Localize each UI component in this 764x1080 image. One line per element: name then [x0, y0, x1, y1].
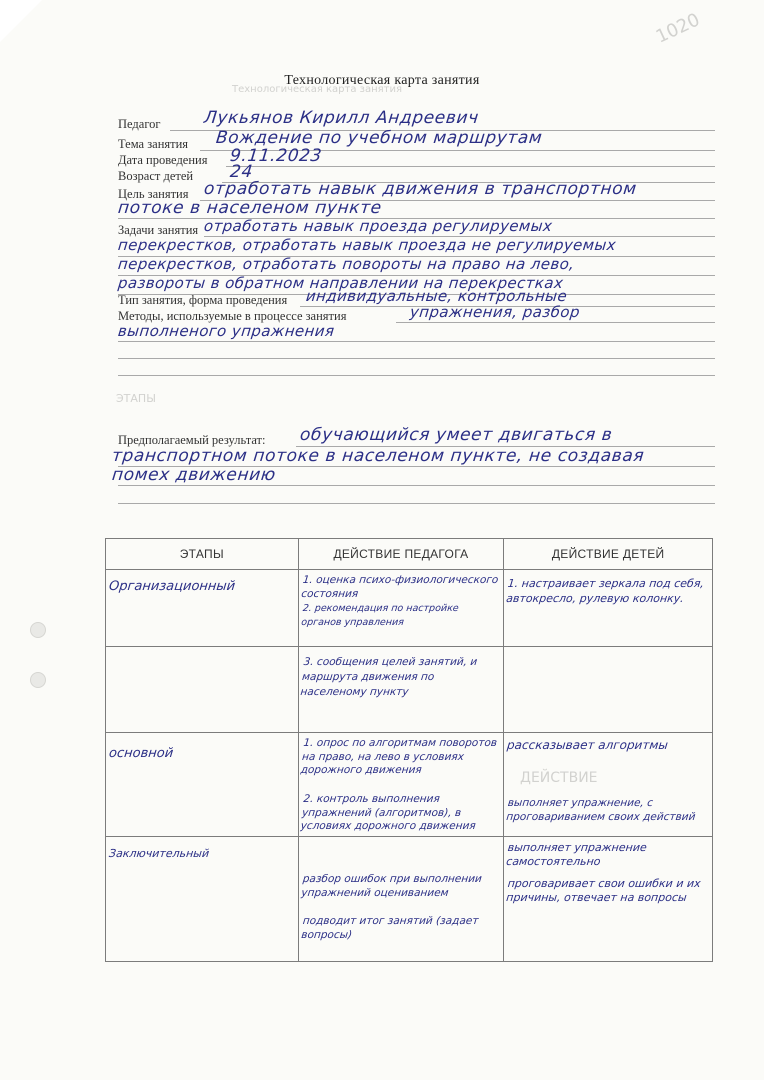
- topic-value: Вождение по учебном маршрутам: [215, 128, 544, 148]
- children-action: выполняет упражнение, с проговариванием своих действий: [506, 797, 697, 823]
- type-label: Тип занятия, форма проведения: [118, 293, 288, 307]
- teacher-action: 1. опрос по алгоритмам поворотов на право, на лево в условиях дорожного движения: [299, 737, 498, 776]
- goal-line: потоке в населеном пункте: [117, 198, 383, 218]
- goal-line: отработать навык движения в транспортном: [203, 179, 638, 199]
- teacher-action: 2. контроль выполнения упражнений (алгоритмов), в условиях дорожного движения: [299, 793, 476, 832]
- methods-line: упражнения, разбор: [409, 303, 581, 321]
- result-label: Предполагаемый результат:: [118, 433, 266, 447]
- teacher-action: разбор ошибок при выполнении упражнений оцениванием: [300, 873, 483, 899]
- result-line: транспортном потоке в населеном пункте, не создавая: [111, 446, 646, 466]
- teacher-action: 3. сообщения целей занятий, и маршрута движения по населеному пункту: [299, 656, 478, 698]
- type-value: индивидуальные, контрольные: [305, 287, 569, 305]
- methods-underline: [396, 322, 715, 323]
- age-label: Возраст детей: [118, 169, 194, 183]
- tasks-line: перекрестков, отработать навык проезда не регулируемых: [117, 236, 617, 254]
- children-action: проговаривает свои ошибки и их причины, отвечает на вопросы: [505, 877, 702, 904]
- methods-underline: [118, 341, 715, 342]
- stage-name: Заключительный: [108, 847, 210, 860]
- teacher-name: Лукьянов Кирилл Андреевич: [203, 108, 480, 128]
- teacher-action: 1. оценка психо-физиологического состояния: [300, 574, 499, 600]
- page-title: Технологическая карта занятия: [284, 73, 480, 88]
- result-line: обучающийся умеет двигаться в: [299, 425, 614, 445]
- methods-line: выполненого упражнения: [117, 322, 336, 340]
- date-value: 9.11.2023: [229, 146, 324, 166]
- result-underline: [118, 485, 715, 486]
- bleed-through-text: ДЕЙСТВИЕ: [520, 770, 598, 786]
- header-children-action: ДЕЙСТВИЕ ДЕТЕЙ: [504, 539, 713, 570]
- stages-table: [105, 538, 713, 962]
- tasks-line: развороты в обратном направлении на перекрестках: [117, 274, 565, 292]
- header-teacher-action: ДЕЙСТВИЕ ПЕДАГОГА: [298, 539, 504, 570]
- table-header-row: [106, 539, 713, 570]
- bleed-through-text: Технологическая карта занятия: [232, 84, 403, 95]
- table-row: [106, 570, 713, 647]
- table-row: [106, 837, 713, 962]
- date-label: Дата проведения: [118, 153, 208, 167]
- teacher-action: подводит итог занятий (задает вопросы): [300, 915, 479, 941]
- tasks-label: Задачи занятия: [118, 223, 199, 237]
- methods-underline: [118, 375, 715, 376]
- methods-label: Методы, используемые в процессе занятия: [118, 309, 347, 323]
- header-stages: ЭТАПЫ: [106, 539, 299, 570]
- topic-label: Тема занятия: [118, 137, 189, 151]
- children-action: выполняет упражнение самостоятельно: [505, 841, 648, 868]
- folded-corner: [0, 0, 42, 42]
- children-action: 1. настраивает зеркала под себя, автокресло, рулевую колонку.: [505, 577, 705, 605]
- methods-underline: [118, 358, 715, 359]
- tasks-line: перекрестков, отработать повороты на право на лево,: [117, 255, 576, 273]
- bleed-through-mark: 1020: [652, 9, 704, 48]
- table-row: [106, 733, 713, 837]
- table-row: [106, 647, 713, 733]
- punch-hole: [30, 672, 46, 688]
- result-underline: [118, 503, 715, 504]
- goal-label: Цель занятия: [118, 187, 189, 201]
- bleed-through-text: ЭТАПЫ: [116, 392, 156, 405]
- teacher-label: Педагог: [118, 117, 161, 131]
- tasks-line: отработать навык проезда регулируемых: [203, 217, 554, 235]
- teacher-action: 2. рекомендация по настройке органов управления: [300, 603, 459, 628]
- result-line: помех движению: [111, 465, 277, 485]
- stage-name: Организационный: [108, 579, 236, 594]
- date-underline: [226, 166, 715, 167]
- punch-hole: [30, 622, 46, 638]
- stage-name: основной: [108, 746, 174, 761]
- age-value: 24: [229, 162, 254, 182]
- children-action: рассказывает алгоритмы: [506, 738, 669, 752]
